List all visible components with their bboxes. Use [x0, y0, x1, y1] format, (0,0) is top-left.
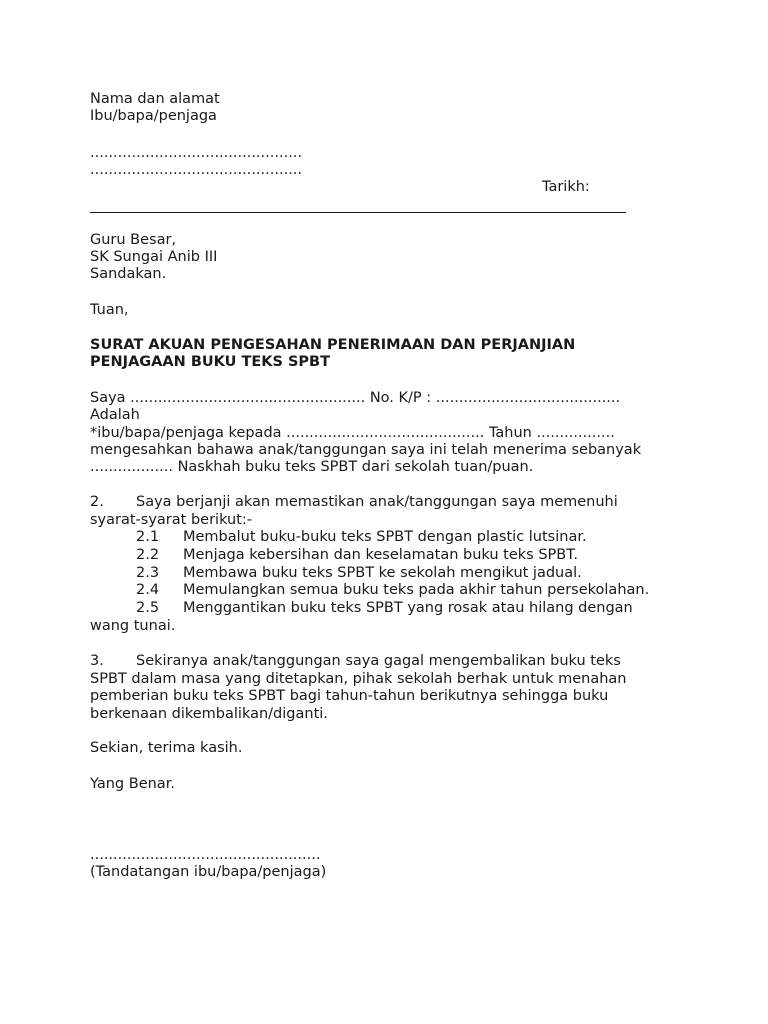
item-text: Memulangkan semua buku teks pada akhir tahun persekolahan. — [183, 582, 650, 598]
para3-line-2: SPBT dalam masa yang ditetapkan, pihak sekolah berhak untuk menahan — [90, 671, 627, 687]
recipient-title: Guru Besar, — [90, 232, 177, 248]
para2-number: 2. — [90, 494, 104, 510]
sender-label: Nama dan alamat — [90, 91, 220, 107]
item-text: Menjaga kebersihan dan keselamatan buku teks SPBT. — [183, 547, 578, 563]
signature-dots: .................................................. — [90, 847, 321, 863]
closing: Sekian, terima kasih. — [90, 740, 243, 756]
sender-role: Ibu/bapa/penjaga — [90, 108, 217, 124]
subject-line-2: PENJAGAAN BUKU TEKS SPBT — [90, 354, 330, 370]
item-number: 2.3 — [136, 565, 160, 581]
item-5-continuation: wang tunai. — [90, 618, 176, 634]
para2-line-1: Saya berjanji akan memastikan anak/tanggungan saya memenuhi — [136, 494, 618, 510]
para1-line-5: .................. Naskhah buku teks SPBT dari sekolah tuan/puan. — [90, 459, 534, 475]
subject-line-1: SURAT AKUAN PENGESAHAN PENERIMAAN DAN PERJANJIAN — [90, 337, 576, 353]
para2-line-2: syarat-syarat berikut:- — [90, 512, 253, 528]
para1-line-2: Adalah — [90, 407, 140, 423]
para3-number: 3. — [90, 653, 104, 669]
para1-line-1: Saya ................................................... No. K/P : ........................................ — [90, 390, 621, 406]
item-text: Membawa buku teks SPBT ke sekolah mengikut jadual. — [183, 565, 582, 581]
sender-address-dots-1: .............................................. — [90, 145, 303, 161]
para3-line-1: Sekiranya anak/tanggungan saya gagal mengembalikan buku teks — [136, 653, 621, 669]
para1-line-4: mengesahkan bahawa anak/tanggungan saya ini telah menerima sebanyak — [90, 442, 642, 458]
item-text: Membalut buku-buku teks SPBT dengan plastic lutsinar. — [183, 529, 587, 545]
recipient-school: SK Sungai Anib III — [90, 249, 218, 265]
sender-address-dots-2: .............................................. — [90, 162, 303, 178]
date-label: Tarikh: — [542, 179, 590, 195]
header-divider — [90, 212, 626, 213]
para3-line-3: pemberian buku teks SPBT bagi tahun-tahun berikutnya sehingga buku — [90, 688, 609, 704]
item-number: 2.4 — [136, 582, 160, 598]
item-number: 2.5 — [136, 600, 160, 616]
recipient-town: Sandakan. — [90, 266, 167, 282]
para1-line-3: *ibu/bapa/penjaga kepada ........................................... Tahun ................. — [90, 425, 615, 441]
signature-label: (Tandatangan ibu/bapa/penjaga) — [90, 864, 327, 880]
salutation: Tuan, — [90, 302, 129, 318]
item-number: 2.2 — [136, 547, 160, 563]
para3-line-4: berkenaan dikembalikan/diganti. — [90, 706, 328, 722]
sign-off: Yang Benar. — [90, 776, 175, 792]
item-text: Menggantikan buku teks SPBT yang rosak atau hilang dengan — [183, 600, 633, 616]
item-number: 2.1 — [136, 529, 160, 545]
